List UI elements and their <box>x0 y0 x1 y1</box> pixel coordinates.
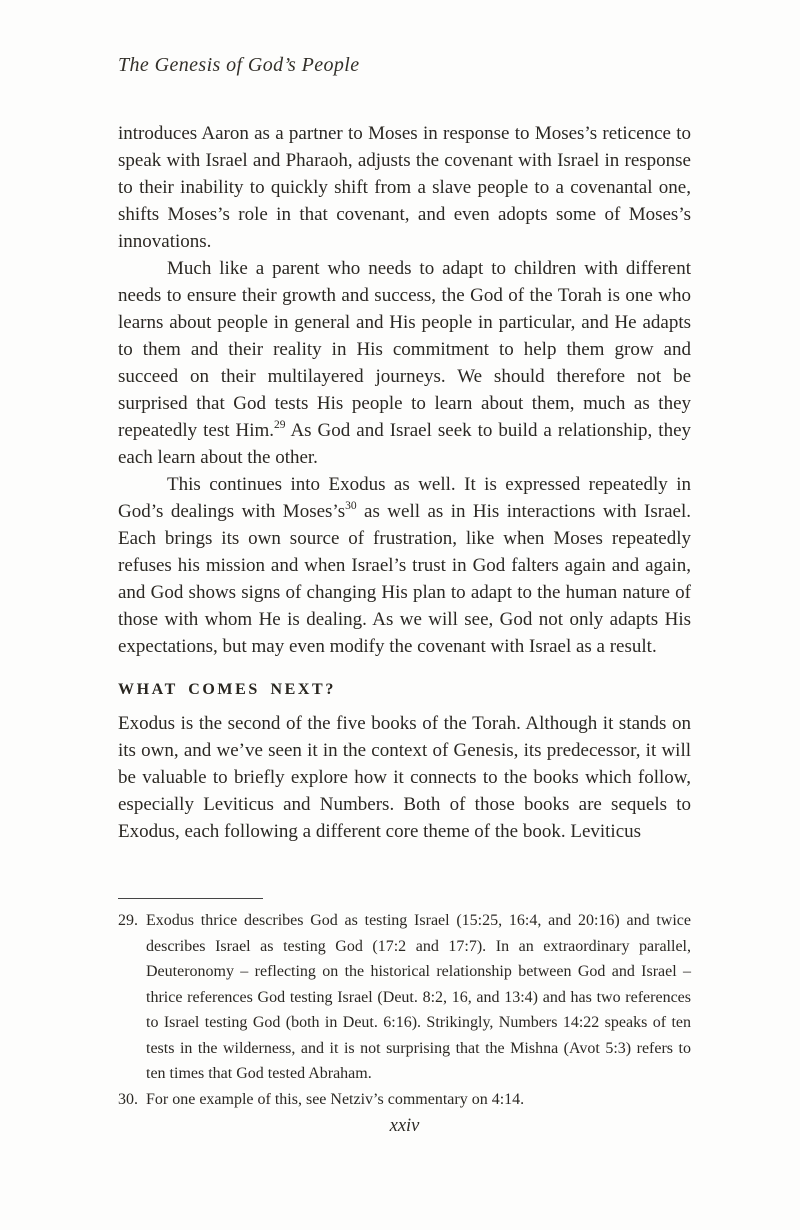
footnote-number: 30. <box>118 1090 138 1108</box>
footnote-section <box>118 898 691 1112</box>
page-number: xxiv <box>389 1116 420 1136</box>
footnote-number: 29. <box>118 912 138 929</box>
footnote-item: 30. For one example of this, see Netziv’s commentary on 4:14. <box>118 1087 691 1113</box>
footnote-item: 29. Exodus thrice describes God as testing Israel (15:25, 16:4, and 20:16) and twice describes Israel as testing God (17:2 and 17:7). In an extraordinary parallel, Deuteronomy – reflecting on the historical relationship between God and Israel – thrice references God testing Israel (Deut. 8:2, 16, and 13:4) and has two references to Israel testing God (both in Deut. 6:16). Strikingly, Numbers 14:22 speaks of ten tests in the wilderness, and it is not surprising that the Mishna (Avot 5:3) refers to ten times that God tested Abraham. <box>118 908 691 1087</box>
footnote-reference: 30 <box>345 499 357 512</box>
footnote-separator-rule <box>118 898 263 899</box>
body-text <box>118 120 691 845</box>
running-header: The Genesis of God’s People <box>118 54 360 76</box>
body-paragraph: introduces Aaron as a partner to Moses in response to Moses’s reticence to speak with Israel and Pharaoh, adjusts the covenant with Israel in response to their inability to quickly shift from a slave people to a covenantal one, shifts Moses’s role in that covenant, and even adopts some of Moses’s innovations. <box>118 123 691 252</box>
body-paragraph: Much like a parent who needs to adapt to children with different needs to ensure their growth and success, the God of the Torah is one who learns about people in general and His people in particular, and He adapts to them and their reality in His commitment to help them grow and succeed on their multilayered journeys. We should therefore not be surprised that God tests His people to learn about them, much as they repeatedly test Him.$^{29}$ As God and Israel seek to build a relationship, they each learn about the other. <box>118 258 692 468</box>
body-paragraph: This continues into Exodus as well. It is expressed repeatedly in God’s dealings with Moses’s$^{30}$ as well as in His interactions with Israel. Each brings its own source of frustration, like when Moses repeatedly refuses his mission and when Israel’s trust in God falters again and again, and God shows signs of changing His plan to adapt to the human nature of those with whom He is dealing. As we will see, God not only adapts His expectations, but may even modify the covenant with Israel as a result. <box>118 474 691 657</box>
section-heading: WHAT COMES NEXT? <box>118 681 336 698</box>
footnote-reference: 29 <box>274 418 286 431</box>
footnote-list <box>118 908 691 1112</box>
body-paragraph: Exodus is the second of the five books of the Torah. Although it stands on its own, and we’ve seen it in the context of Genesis, its predecessor, it will be valuable to briefly explore how it connects to the books which follow, especially Leviticus and Numbers. Both of those books are sequels to Exodus, each following a different core theme of the book. Leviticus <box>118 713 691 842</box>
